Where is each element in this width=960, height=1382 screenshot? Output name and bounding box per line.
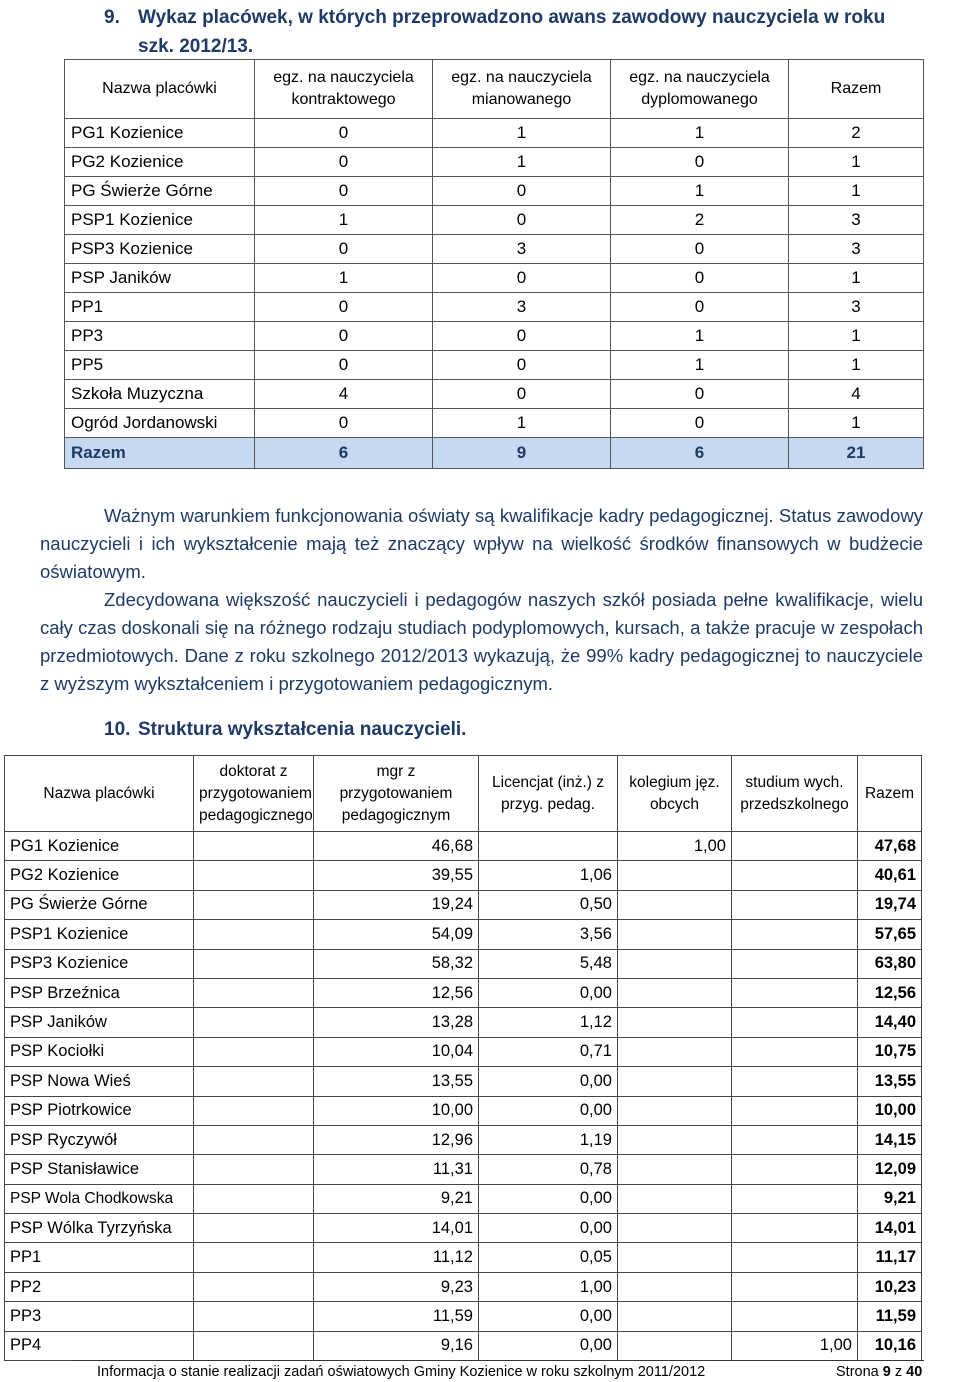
value-cell xyxy=(194,1331,314,1360)
value-cell xyxy=(618,949,732,978)
value-cell xyxy=(732,1272,858,1301)
table-row xyxy=(5,1008,922,1037)
total-value: 9 xyxy=(433,438,611,469)
value-cell: 4 xyxy=(789,380,924,409)
school-name-cell: PSP Janików xyxy=(65,264,255,293)
school-name-cell: PSP Ryczywół xyxy=(5,1125,194,1154)
column-header: egz. na nauczyciela kontraktowego xyxy=(255,60,433,119)
table-row xyxy=(5,1037,922,1066)
value-cell: 1 xyxy=(433,148,611,177)
value-cell: 3 xyxy=(433,293,611,322)
section-10-heading xyxy=(104,716,466,744)
school-name-cell: PG1 Kozienice xyxy=(65,119,255,148)
value-cell: 0,00 xyxy=(479,1096,618,1125)
value-cell: 1 xyxy=(789,351,924,380)
total-cell: 40,61 xyxy=(858,861,922,890)
school-name-cell: PP3 xyxy=(65,322,255,351)
school-name-cell: PSP3 Kozienice xyxy=(5,949,194,978)
education-table xyxy=(4,755,922,1361)
value-cell xyxy=(194,1272,314,1301)
value-cell: 4 xyxy=(255,380,433,409)
value-cell xyxy=(732,1125,858,1154)
table-row xyxy=(65,177,924,206)
table-row xyxy=(5,890,922,919)
value-cell: 1,00 xyxy=(479,1272,618,1301)
school-name-cell: PSP1 Kozienice xyxy=(65,206,255,235)
table-header-row xyxy=(65,60,924,119)
footer-divider xyxy=(72,1360,924,1361)
column-header: Nazwa placówki xyxy=(5,756,194,832)
table-row xyxy=(5,949,922,978)
value-cell: 46,68 xyxy=(314,832,479,861)
value-cell xyxy=(732,1243,858,1272)
school-name-cell: Szkoła Muzyczna xyxy=(65,380,255,409)
total-row xyxy=(65,438,924,469)
value-cell: 13,55 xyxy=(314,1067,479,1096)
column-header: kolegium jęz. obcych xyxy=(618,756,732,832)
value-cell xyxy=(618,1008,732,1037)
value-cell: 3 xyxy=(789,293,924,322)
column-header: egz. na nauczyciela dyplomowanego xyxy=(611,60,789,119)
total-cell: 10,23 xyxy=(858,1272,922,1301)
value-cell: 0 xyxy=(611,235,789,264)
value-cell xyxy=(194,832,314,861)
value-cell xyxy=(618,1155,732,1184)
value-cell xyxy=(732,890,858,919)
value-cell: 0 xyxy=(255,351,433,380)
school-name-cell: PP5 xyxy=(65,351,255,380)
value-cell xyxy=(732,1302,858,1331)
value-cell: 3 xyxy=(433,235,611,264)
total-cell: 13,55 xyxy=(858,1067,922,1096)
value-cell: 1 xyxy=(789,264,924,293)
table-row xyxy=(5,1155,922,1184)
value-cell: 0,00 xyxy=(479,1214,618,1243)
value-cell xyxy=(732,978,858,1007)
total-value: 21 xyxy=(789,438,924,469)
section-title-line2: szk. 2012/13. xyxy=(138,36,254,57)
total-cell: 10,16 xyxy=(858,1331,922,1360)
school-name-cell: PG Świerże Górne xyxy=(65,177,255,206)
school-name-cell: PSP Janików xyxy=(5,1008,194,1037)
value-cell: 58,32 xyxy=(314,949,479,978)
value-cell: 0 xyxy=(611,409,789,438)
value-cell: 0 xyxy=(433,264,611,293)
value-cell: 0 xyxy=(433,351,611,380)
page-number: Strona 9 z 40 xyxy=(836,1364,923,1380)
value-cell xyxy=(194,1037,314,1066)
value-cell: 1 xyxy=(611,177,789,206)
table-row xyxy=(65,119,924,148)
total-cell: 10,00 xyxy=(858,1096,922,1125)
value-cell: 0,71 xyxy=(479,1037,618,1066)
value-cell xyxy=(732,1184,858,1213)
value-cell: 0 xyxy=(433,322,611,351)
school-name-cell: PP1 xyxy=(65,293,255,322)
value-cell xyxy=(194,1302,314,1331)
table-row xyxy=(5,1302,922,1331)
value-cell xyxy=(194,890,314,919)
school-name-cell: PG1 Kozienice xyxy=(5,832,194,861)
promotion-table xyxy=(64,59,924,469)
value-cell: 0 xyxy=(611,293,789,322)
school-name-cell: PP1 xyxy=(5,1243,194,1272)
value-cell: 0 xyxy=(255,322,433,351)
total-cell: 19,74 xyxy=(858,890,922,919)
value-cell: 0 xyxy=(611,264,789,293)
value-cell: 1 xyxy=(433,409,611,438)
value-cell xyxy=(194,949,314,978)
school-name-cell: Ogród Jordanowski xyxy=(65,409,255,438)
column-header: Licencjat (inż.) z przyg. pedag. xyxy=(479,756,618,832)
value-cell xyxy=(732,920,858,949)
table-row xyxy=(5,1184,922,1213)
total-cell: 11,17 xyxy=(858,1243,922,1272)
school-name-cell: PP2 xyxy=(5,1272,194,1301)
value-cell xyxy=(732,1008,858,1037)
table-row xyxy=(5,1125,922,1154)
column-header: Razem xyxy=(789,60,924,119)
value-cell xyxy=(618,1331,732,1360)
value-cell xyxy=(618,1302,732,1331)
value-cell: 1 xyxy=(255,264,433,293)
school-name-cell: PSP Wólka Tyrzyńska xyxy=(5,1214,194,1243)
value-cell: 0 xyxy=(433,177,611,206)
value-cell: 0,50 xyxy=(479,890,618,919)
table-row xyxy=(65,351,924,380)
table-row xyxy=(5,978,922,1007)
table-row xyxy=(65,380,924,409)
section-number: 10. xyxy=(104,719,131,740)
value-cell xyxy=(618,1125,732,1154)
value-cell xyxy=(194,1125,314,1154)
value-cell: 54,09 xyxy=(314,920,479,949)
value-cell: 1 xyxy=(611,322,789,351)
school-name-cell: PSP1 Kozienice xyxy=(5,920,194,949)
value-cell: 10,00 xyxy=(314,1096,479,1125)
school-name-cell: PP4 xyxy=(5,1331,194,1360)
column-header: Razem xyxy=(858,756,922,832)
value-cell: 14,01 xyxy=(314,1214,479,1243)
value-cell: 5,48 xyxy=(479,949,618,978)
value-cell: 19,24 xyxy=(314,890,479,919)
value-cell xyxy=(194,978,314,1007)
value-cell: 0,00 xyxy=(479,1302,618,1331)
value-cell xyxy=(732,1067,858,1096)
table-row xyxy=(65,322,924,351)
total-cell: 12,09 xyxy=(858,1155,922,1184)
school-name-cell: PP3 xyxy=(5,1302,194,1331)
column-header: studium wych. przedszkolnego xyxy=(732,756,858,832)
value-cell xyxy=(732,1155,858,1184)
table-row xyxy=(65,264,924,293)
value-cell xyxy=(732,861,858,890)
value-cell: 39,55 xyxy=(314,861,479,890)
value-cell xyxy=(194,1155,314,1184)
value-cell: 1 xyxy=(433,119,611,148)
table-row xyxy=(5,861,922,890)
value-cell: 0 xyxy=(255,119,433,148)
value-cell xyxy=(618,1096,732,1125)
school-name-cell: PSP Nowa Wieś xyxy=(5,1067,194,1096)
value-cell: 1 xyxy=(789,148,924,177)
value-cell xyxy=(618,1184,732,1213)
value-cell xyxy=(194,1214,314,1243)
value-cell xyxy=(618,890,732,919)
value-cell xyxy=(618,1214,732,1243)
value-cell: 1,19 xyxy=(479,1125,618,1154)
value-cell: 1,00 xyxy=(618,832,732,861)
value-cell: 12,96 xyxy=(314,1125,479,1154)
table-row xyxy=(5,832,922,861)
value-cell: 0 xyxy=(611,148,789,177)
value-cell: 1 xyxy=(611,351,789,380)
value-cell xyxy=(732,949,858,978)
value-cell: 1,12 xyxy=(479,1008,618,1037)
value-cell xyxy=(618,1272,732,1301)
body-text xyxy=(40,502,923,698)
table-row xyxy=(5,1214,922,1243)
value-cell: 0 xyxy=(433,206,611,235)
table-row xyxy=(5,920,922,949)
value-cell: 0 xyxy=(255,293,433,322)
value-cell xyxy=(618,1037,732,1066)
table-row xyxy=(5,1272,922,1301)
paragraph: Zdecydowana większość nauczycieli i pedagogów naszych szkół posiada pełne kwalifikacje, wielu cały czas doskonali się na różnego rodzaju studiach podyplomowych, kursach, a także pracuje w zespołach przedmiotowych. Dane z roku szkolnego 2012/2013 wykazują, że 99% kadry pedagogicznej to nauczyciele z wyższym wykształceniem i przygotowaniem pedagogicznym. xyxy=(40,589,923,694)
value-cell: 1,06 xyxy=(479,861,618,890)
value-cell xyxy=(194,1008,314,1037)
value-cell: 10,04 xyxy=(314,1037,479,1066)
footer-text: Informacja o stanie realizacji zadań oświatowych Gminy Kozienice w roku szkolnym 2011/2012 xyxy=(97,1364,706,1380)
value-cell xyxy=(194,861,314,890)
column-header: mgr z przygotowaniem pedagogicznym xyxy=(314,756,479,832)
table-row xyxy=(65,206,924,235)
school-name-cell: PSP Piotrkowice xyxy=(5,1096,194,1125)
value-cell: 3 xyxy=(789,206,924,235)
value-cell: 0 xyxy=(255,235,433,264)
paragraph: Ważnym warunkiem funkcjonowania oświaty są kwalifikacje kadry pedagogicznej. Status zawodowy nauczycieli i ich wykształcenie mają też znaczący wpływ na wielkość środków finansowych w budżecie oświatowym. xyxy=(40,505,923,582)
table-row xyxy=(65,293,924,322)
school-name-cell: PSP Brzeźnica xyxy=(5,978,194,1007)
value-cell xyxy=(618,920,732,949)
value-cell: 9,23 xyxy=(314,1272,479,1301)
section-number: 9. xyxy=(104,7,120,28)
table-row xyxy=(65,235,924,264)
total-value: 6 xyxy=(255,438,433,469)
value-cell xyxy=(194,1067,314,1096)
value-cell xyxy=(618,1067,732,1096)
value-cell: 0,05 xyxy=(479,1243,618,1272)
total-cell: 47,68 xyxy=(858,832,922,861)
value-cell: 2 xyxy=(789,119,924,148)
value-cell xyxy=(618,1243,732,1272)
school-name-cell: PG2 Kozienice xyxy=(5,861,194,890)
value-cell xyxy=(194,920,314,949)
value-cell xyxy=(194,1096,314,1125)
school-name-cell: PSP Wola Chodkowska xyxy=(5,1184,194,1213)
value-cell: 1 xyxy=(255,206,433,235)
value-cell: 0 xyxy=(611,380,789,409)
page-footer xyxy=(0,1360,960,1382)
value-cell: 9,21 xyxy=(314,1184,479,1213)
section-title: Wykaz placówek, w których przeprowadzono awans zawodowy nauczyciela w roku xyxy=(138,7,886,28)
value-cell: 11,12 xyxy=(314,1243,479,1272)
table-row xyxy=(5,1331,922,1360)
column-header: egz. na nauczyciela mianowanego xyxy=(433,60,611,119)
total-cell: 11,59 xyxy=(858,1302,922,1331)
school-name-cell: PG Świerże Górne xyxy=(5,890,194,919)
total-cell: 14,15 xyxy=(858,1125,922,1154)
value-cell: 0 xyxy=(255,409,433,438)
value-cell xyxy=(194,1243,314,1272)
value-cell: 9,16 xyxy=(314,1331,479,1360)
school-name-cell: PSP Kociołki xyxy=(5,1037,194,1066)
value-cell: 1,00 xyxy=(732,1331,858,1360)
value-cell xyxy=(732,1096,858,1125)
value-cell xyxy=(618,861,732,890)
school-name-cell: PG2 Kozienice xyxy=(65,148,255,177)
total-cell: 12,56 xyxy=(858,978,922,1007)
value-cell: 1 xyxy=(789,177,924,206)
value-cell: 12,56 xyxy=(314,978,479,1007)
value-cell: 3 xyxy=(789,235,924,264)
value-cell xyxy=(732,1037,858,1066)
total-value: 6 xyxy=(611,438,789,469)
section-9-heading xyxy=(104,3,934,61)
value-cell xyxy=(732,1214,858,1243)
value-cell xyxy=(479,832,618,861)
school-name-cell: PSP3 Kozienice xyxy=(65,235,255,264)
value-cell xyxy=(618,978,732,1007)
school-name-cell: PSP Stanisławice xyxy=(5,1155,194,1184)
table-row xyxy=(65,409,924,438)
total-cell: 63,80 xyxy=(858,949,922,978)
table-header-row xyxy=(5,756,922,832)
total-cell: 9,21 xyxy=(858,1184,922,1213)
value-cell: 0,00 xyxy=(479,1184,618,1213)
value-cell: 13,28 xyxy=(314,1008,479,1037)
value-cell: 3,56 xyxy=(479,920,618,949)
value-cell: 1 xyxy=(789,409,924,438)
value-cell: 0,00 xyxy=(479,1331,618,1360)
column-header: Nazwa placówki xyxy=(65,60,255,119)
value-cell xyxy=(194,1184,314,1213)
table-row xyxy=(5,1096,922,1125)
value-cell: 0 xyxy=(255,148,433,177)
column-header: doktorat z przygotowaniem pedagogicznego xyxy=(194,756,314,832)
table-row xyxy=(65,148,924,177)
value-cell: 0 xyxy=(255,177,433,206)
value-cell: 1 xyxy=(789,322,924,351)
value-cell xyxy=(732,832,858,861)
value-cell: 11,59 xyxy=(314,1302,479,1331)
total-cell: 10,75 xyxy=(858,1037,922,1066)
section-title: Struktura wykształcenia nauczycieli. xyxy=(138,719,467,740)
total-cell: 14,40 xyxy=(858,1008,922,1037)
table-row xyxy=(5,1067,922,1096)
value-cell: 0,78 xyxy=(479,1155,618,1184)
table-row xyxy=(5,1243,922,1272)
value-cell: 1 xyxy=(611,119,789,148)
value-cell: 0 xyxy=(433,380,611,409)
total-label: Razem xyxy=(65,438,255,469)
value-cell: 0,00 xyxy=(479,1067,618,1096)
value-cell: 0,00 xyxy=(479,978,618,1007)
value-cell: 2 xyxy=(611,206,789,235)
total-cell: 57,65 xyxy=(858,920,922,949)
value-cell: 11,31 xyxy=(314,1155,479,1184)
total-cell: 14,01 xyxy=(858,1214,922,1243)
